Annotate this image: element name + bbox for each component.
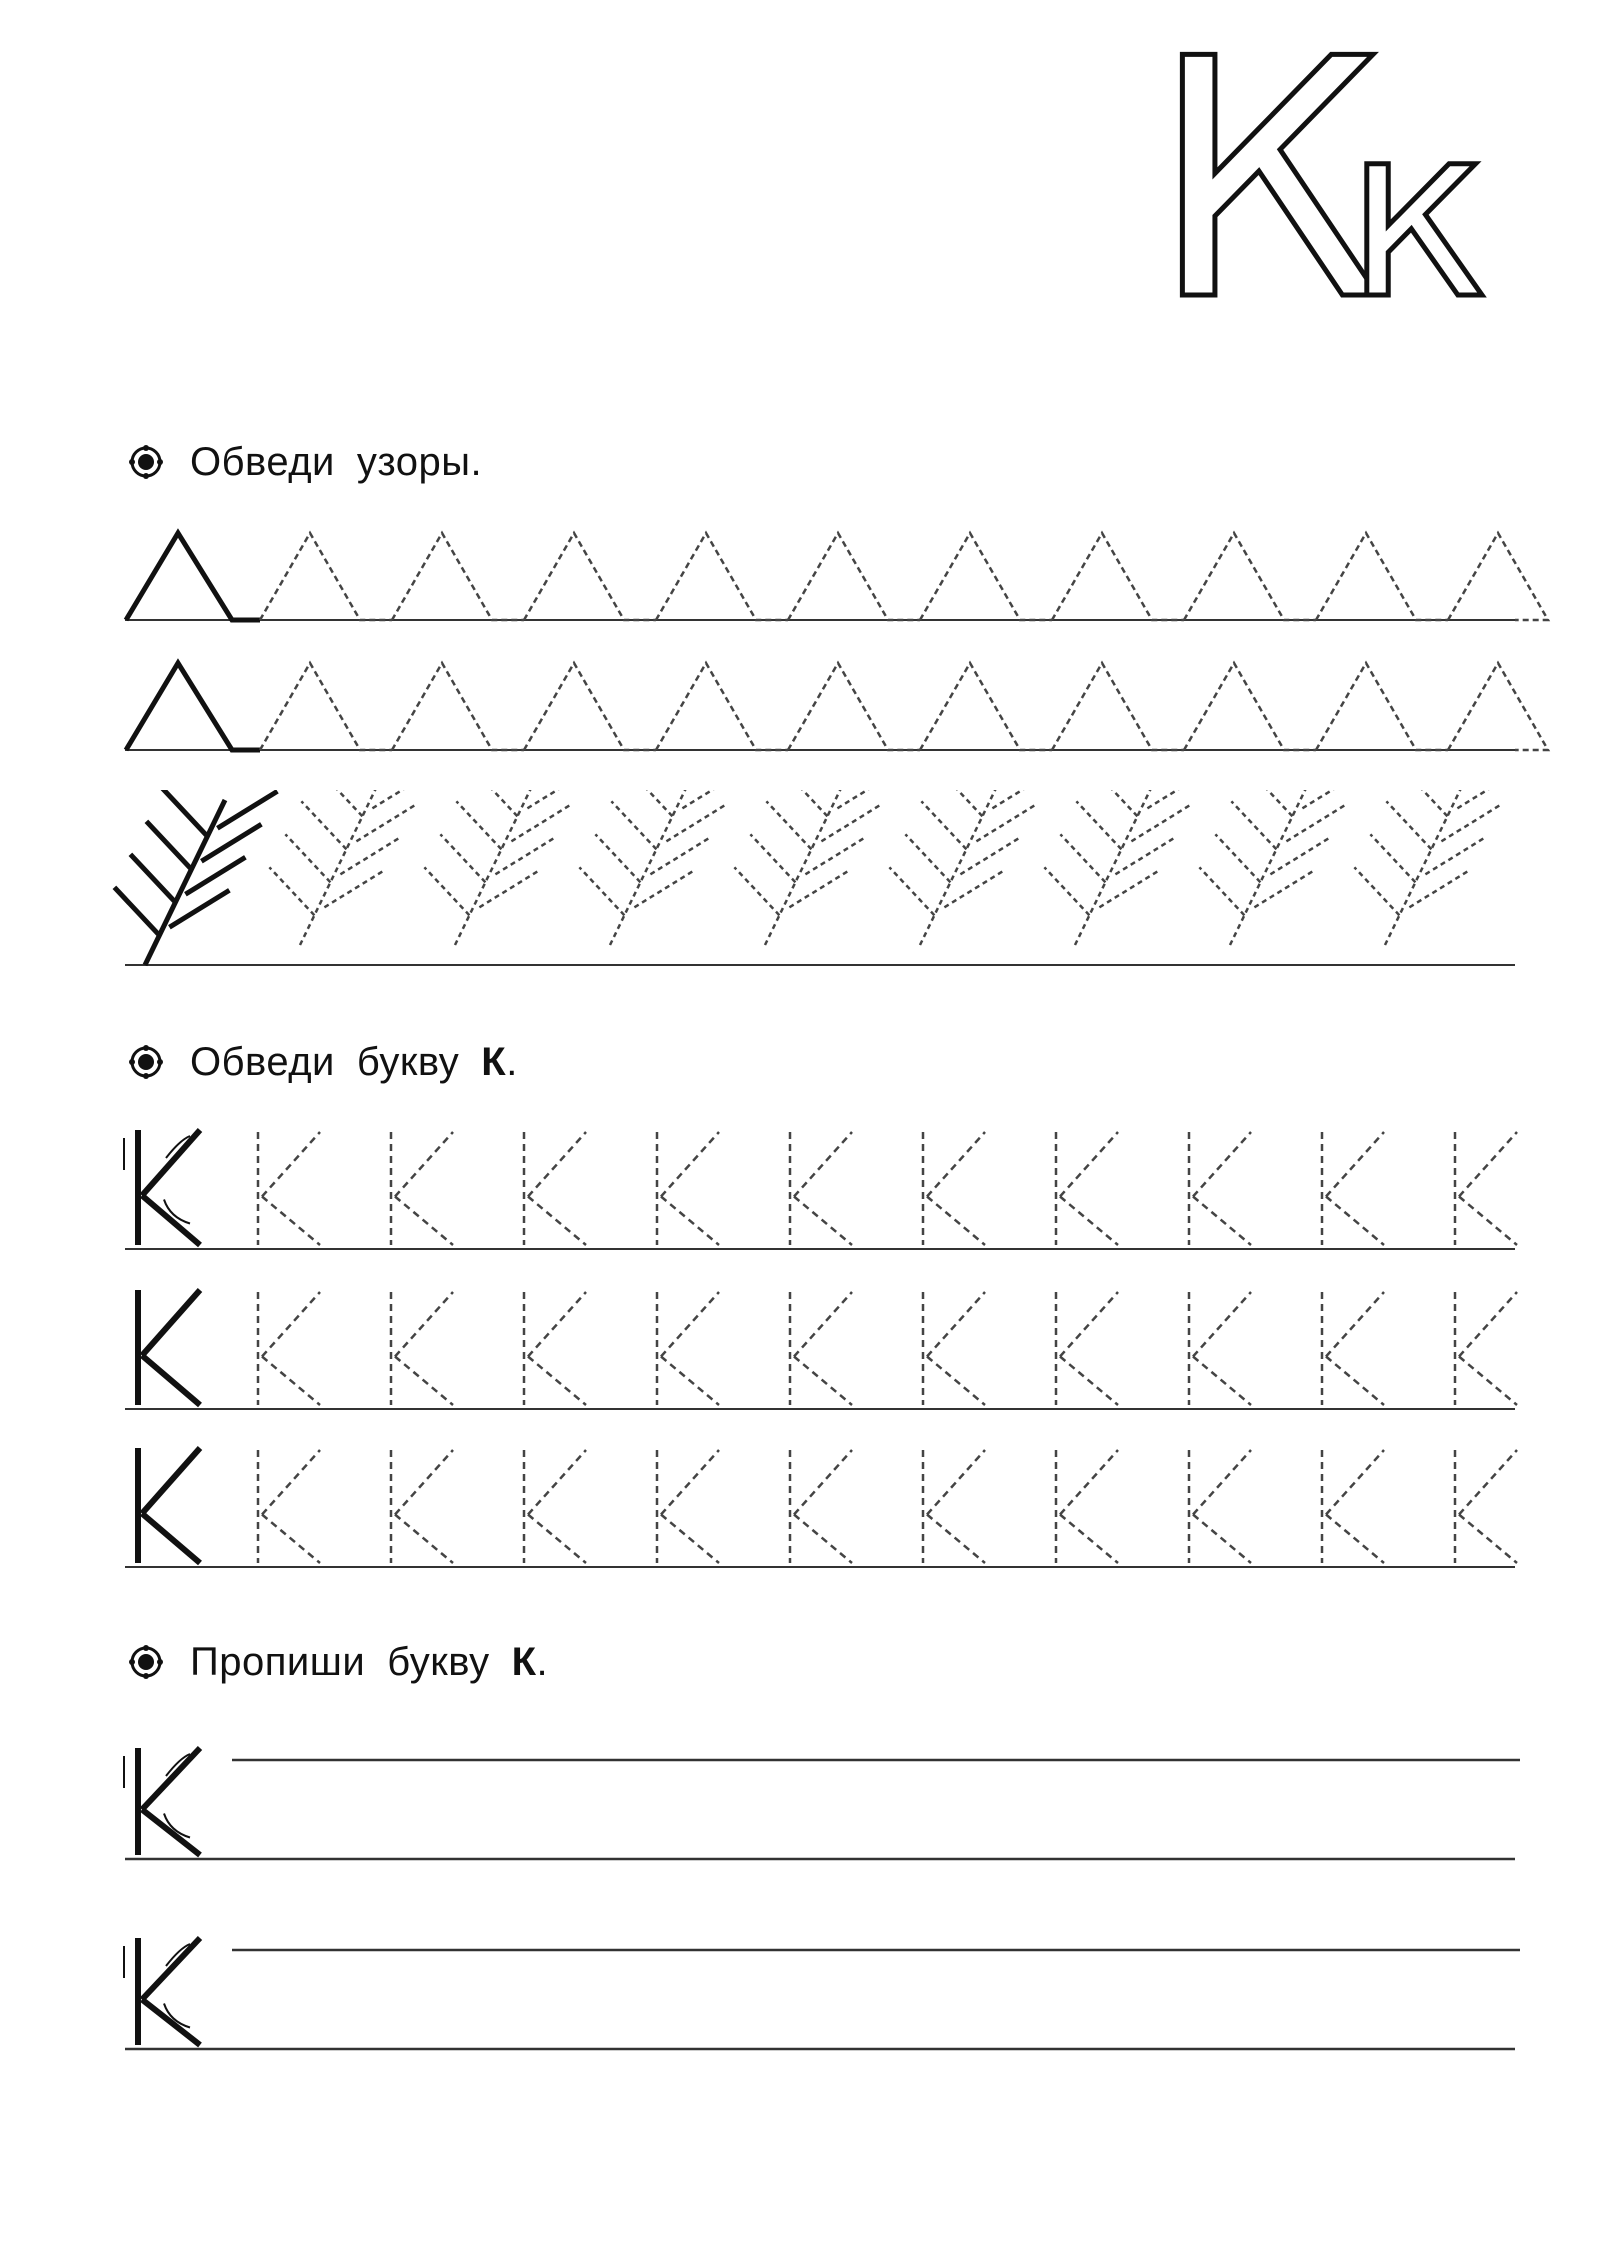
letter-trace-row (0, 1428, 1600, 1578)
dashed-letter-k (1056, 1132, 1118, 1245)
dashed-branch (424, 790, 587, 945)
title-letter-lower: к (1345, 72, 1490, 330)
dashed-letter-k (524, 1132, 586, 1245)
dashed-branch (889, 790, 1052, 945)
dashed-branch (1044, 790, 1207, 945)
dashed-letter-k (790, 1132, 852, 1245)
title-letter-upper: К (1150, 30, 1385, 330)
instruction-word: букву (387, 1639, 490, 1684)
dashed-letter-k (923, 1292, 985, 1405)
dashed-letter-k (391, 1292, 453, 1405)
instruction-word: Обведи (190, 439, 335, 484)
dashed-triangle (1184, 533, 1316, 620)
dashed-triangle (1052, 533, 1184, 620)
dashed-letter-k (391, 1132, 453, 1245)
dashed-triangle (524, 663, 656, 750)
dashed-triangle (788, 663, 920, 750)
sample-letter-k (138, 1290, 200, 1405)
flower-bullet-icon (126, 442, 166, 482)
branch-pattern-row (0, 790, 1600, 980)
dashed-triangle (1184, 663, 1316, 750)
writing-practice-row[interactable] (0, 1910, 1600, 2060)
dashed-letter-k (790, 1292, 852, 1405)
dashed-letter-k (1189, 1132, 1251, 1245)
flower-bullet-icon (126, 1042, 166, 1082)
writing-practice-row[interactable] (0, 1720, 1600, 1870)
dashed-triangle (656, 533, 788, 620)
dashed-letter-k (1322, 1132, 1384, 1245)
dashed-letter-k (1455, 1450, 1517, 1563)
dashed-letter-k (657, 1450, 719, 1563)
dashed-triangle (920, 663, 1052, 750)
dashed-triangle (1448, 663, 1548, 750)
sample-letter-k (124, 1938, 200, 2045)
instruction-letter: К (481, 1039, 507, 1084)
dashed-triangle (524, 533, 656, 620)
dashed-letter-k (1455, 1292, 1517, 1405)
instruction-tail: . (506, 1039, 518, 1084)
triangle-pattern-row (0, 655, 1600, 765)
sample-letter-k (138, 1448, 200, 1563)
instruction-trace-letter (126, 1032, 518, 1092)
dashed-letter-k (1056, 1292, 1118, 1405)
instruction-word: Пропиши (190, 1639, 366, 1684)
instruction-word: букву (356, 1039, 460, 1084)
dashed-letter-k (923, 1132, 985, 1245)
dashed-letter-k (524, 1450, 586, 1563)
flower-bullet-icon (126, 1642, 166, 1682)
dashed-letter-k (1455, 1132, 1517, 1245)
sample-triangle (126, 663, 260, 750)
sample-triangle (126, 533, 260, 620)
instruction-write-letter (126, 1632, 548, 1692)
dashed-triangle (1052, 663, 1184, 750)
dashed-triangle (260, 533, 392, 620)
sample-letter-k (124, 1130, 200, 1245)
dashed-branch (734, 790, 897, 945)
dashed-letter-k (258, 1292, 320, 1405)
instruction-letter: К (511, 1639, 537, 1684)
dashed-letter-k (657, 1292, 719, 1405)
dashed-branch (269, 790, 432, 945)
dashed-triangle (656, 663, 788, 750)
dashed-letter-k (657, 1132, 719, 1245)
dashed-triangle (1316, 663, 1448, 750)
dashed-triangle (392, 663, 524, 750)
dashed-triangle (920, 533, 1052, 620)
instruction-word: узоры. (356, 439, 483, 484)
dashed-triangle (260, 663, 392, 750)
dashed-triangle (392, 533, 524, 620)
dashed-letter-k (1322, 1450, 1384, 1563)
dashed-letter-k (790, 1450, 852, 1563)
dashed-triangle (1448, 533, 1548, 620)
letter-trace-row (0, 1110, 1600, 1260)
title-letter-kk (1140, 30, 1520, 330)
dashed-letter-k (258, 1132, 320, 1245)
dashed-triangle (788, 533, 920, 620)
instruction-tail: . (536, 1639, 549, 1684)
dashed-triangle (1316, 533, 1448, 620)
dashed-letter-k (524, 1292, 586, 1405)
dashed-letter-k (1189, 1450, 1251, 1563)
triangle-pattern-row (0, 525, 1600, 635)
dashed-letter-k (923, 1450, 985, 1563)
sample-letter-k (124, 1748, 200, 1855)
dashed-letter-k (258, 1450, 320, 1563)
dashed-letter-k (1322, 1292, 1384, 1405)
dashed-letter-k (391, 1450, 453, 1563)
dashed-branch (1199, 790, 1362, 945)
dashed-branch (1354, 790, 1517, 945)
instruction-patterns (126, 432, 504, 492)
sample-branch (114, 790, 277, 965)
dashed-letter-k (1189, 1292, 1251, 1405)
instruction-word: Обведи (190, 1039, 335, 1084)
dashed-branch (579, 790, 742, 945)
letter-trace-row (0, 1270, 1600, 1420)
dashed-letter-k (1056, 1450, 1118, 1563)
